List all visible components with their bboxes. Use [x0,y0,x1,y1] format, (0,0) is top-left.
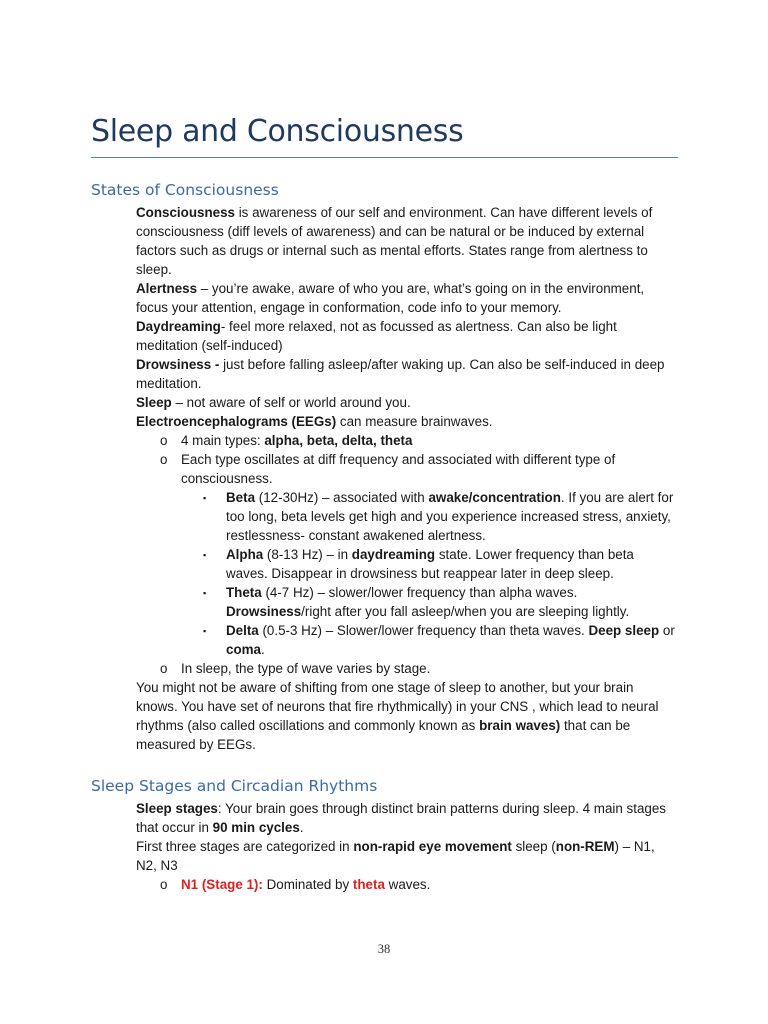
section-heading-sleep-stages: Sleep Stages and Circadian Rhythms [91,777,378,795]
paragraph-nrem: First three stages are categorized in non-rapid eye movement sleep (non-REM) – N1, N2, N3 [136,839,655,873]
paragraph-consciousness: Consciousness is awareness of our self and environment. Can have different levels of consciousness (diff levels of awareness) and can be natural or be induced by external factors such as drugs or internal such as mental efforts. States range from alertness to sleep. [136,205,653,277]
title-underline [91,157,678,158]
subbullet-theta: ▪ Theta (4-7 Hz) – slower/lower frequency than alpha waves. Drowsiness/right after you fall asleep/when you are sleeping lightly. [203,585,630,619]
paragraph-brain-waves: You might not be aware of shifting from one stage of sleep to another, but your brain knows. You have set of neurons that fire rhythmically) in your CNS , which lead to neural rhythms (also called oscillations and commonly known as brain waves) that can be measured by EEGs. [136,680,659,752]
paragraph-sleep: Sleep – not aware of self or world around you. [136,395,411,410]
bullet-main-types: o 4 main types: alpha, beta, delta, theta [160,433,413,448]
bullet-n1: o N1 (Stage 1): Dominated by theta waves. [160,877,431,892]
section-heading-states: States of Consciousness [91,181,279,199]
section-body-states [136,203,676,754]
subbullet-alpha: ▪ Alpha (8-13 Hz) – in daydreaming state. Lower frequency than beta waves. Disappear in drowsiness but reappear later in deep sleep. [203,547,634,581]
page-number: 38 [377,942,391,956]
subbullet-beta: ▪ Beta (12-30Hz) – associated with awake/concentration. If you are alert for too long, beta levels get high and you experience increased stress, anxiety, restlessness- constant awakened alertness. [203,490,674,543]
paragraph-daydreaming: Daydreaming- feel more relaxed, not as focussed as alertness. Can also be light meditation (self-induced) [136,319,617,353]
subbullet-delta: ▪ Delta (0.5-3 Hz) – Slower/lower frequency than theta waves. Deep sleep or coma. [203,623,675,657]
paragraph-sleep-stages: Sleep stages: Your brain goes through distinct brain patterns during sleep. 4 main stages that occur in 90 min cycles. [136,801,666,835]
bullet-oscillation: o Each type oscillates at diff frequency and associated with different type of consciousness. [160,452,616,486]
paragraph-eeg: Electroencephalograms (EEGs) can measure brainwaves. [136,414,493,429]
paragraph-alertness: Alertness – you’re awake, aware of who you are, what’s going on in the environment, focus your attention, engage in conformation, code info to your memory. [136,281,645,315]
paragraph-drowsiness: Drowsiness - just before falling asleep/after waking up. Can also be self-induced in deep meditation. [136,357,665,391]
page-title: Sleep and Consciousness [91,114,464,149]
section-body-sleep-stages [136,799,676,894]
bullet-sleep-wave: o In sleep, the type of wave varies by stage. [160,661,431,676]
